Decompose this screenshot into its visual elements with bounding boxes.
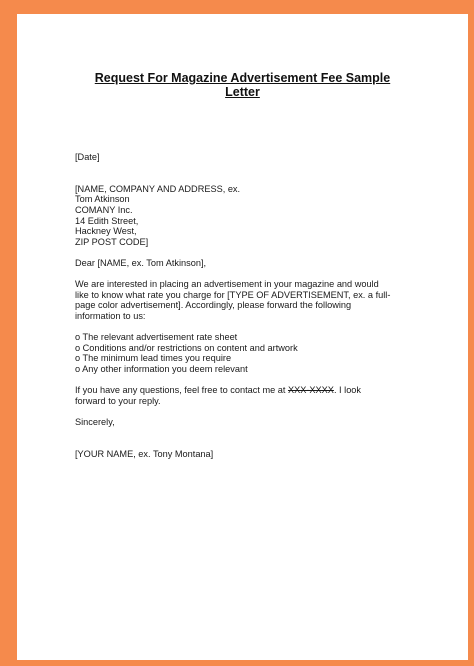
- list-item: o Conditions and/or restrictions on content and artwork: [75, 342, 298, 353]
- title-line-1: Request For Magazine Advertisement Fee Sample: [94, 71, 391, 85]
- closing-text-before: If you have any questions, feel free to contact me at: [75, 385, 288, 396]
- recipient-line: Hackney West,: [75, 226, 137, 237]
- recipient-address: [75, 184, 435, 248]
- signature-placeholder: [YOUR NAME, ex. Tony Montana]: [75, 448, 214, 459]
- recipient-line: ZIP POST CODE]: [75, 236, 149, 247]
- list-item: o The minimum lead times you require: [75, 353, 232, 364]
- closing-paragraph: [75, 385, 435, 406]
- letter-page: [17, 14, 468, 660]
- signoff: Sincerely,: [75, 416, 115, 427]
- phone-placeholder: XXX-XXXX: [287, 385, 334, 396]
- paragraph-line: page color advertisement]. Accordingly, please forward the following: [75, 300, 352, 311]
- date-placeholder: [Date]: [75, 152, 100, 162]
- closing-line-2: forward to your reply.: [75, 395, 161, 406]
- paragraph-line: like to know what rate you charge for [TYPE OF ADVERTISEMENT, ex. a full-: [75, 289, 391, 300]
- title-line-2: Letter: [225, 85, 260, 99]
- recipient-line: [NAME, COMPANY AND ADDRESS, ex.: [75, 183, 241, 194]
- letter-title: [17, 71, 468, 99]
- closing-text-after: . I look: [333, 385, 362, 396]
- letter-body: [75, 152, 435, 459]
- salutation: Dear [NAME, ex. Tom Atkinson],: [75, 257, 207, 268]
- recipient-line: Tom Atkinson: [75, 194, 130, 205]
- request-paragraph: [75, 279, 435, 321]
- recipient-line: COMANY Inc.: [75, 204, 133, 215]
- bullet-list: [75, 332, 435, 374]
- paragraph-line: We are interested in placing an advertisement in your magazine and would: [75, 279, 379, 290]
- orange-border-frame: [6, 6, 468, 660]
- closing-line-1: [75, 385, 435, 396]
- paragraph-line: information to us:: [75, 310, 146, 321]
- list-item: o Any other information you deem relevant: [75, 363, 248, 374]
- recipient-line: 14 Edith Street,: [75, 215, 139, 226]
- list-item: o The relevant advertisement rate sheet: [75, 332, 238, 343]
